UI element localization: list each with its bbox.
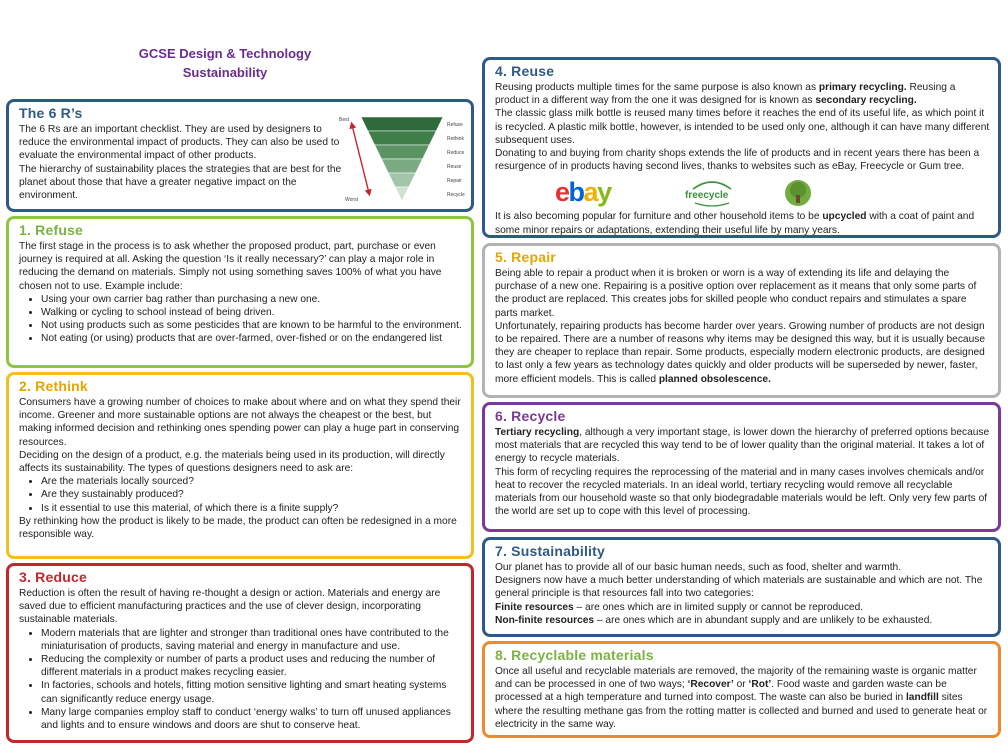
recycle-paragraph-2: This form of recycling requires the reprocessing of the material and in many cases involves chemicals and/or heat to recover the recycled materials. In an ideal world, tertiary recycling would remove all recyclable materials from our household waste so that only biodegradable materials would be left. Only very few parts of the world are set up to cope with this level of processing.: [495, 466, 988, 518]
reuse-paragraph-2: The classic glass milk bottle is reused many times before it reaches the end of its useful life, as which point it is recycled. A plastic milk bottle, however, is intended to be used only one, although it can have many different subsequent uses.: [495, 108, 990, 146]
freecycle-logo: [685, 179, 739, 207]
list-item: • Modern materials that are lighter and stronger than traditional ones have contributed to the miniaturisation of products, saving material and energy in manufacture and use.: [41, 627, 463, 653]
list-item: • Using your own carrier bag rather than purchasing a new one.: [41, 293, 463, 306]
refuse-box: [6, 216, 474, 368]
pyramid-label-reduce: Reduce: [447, 150, 465, 156]
sustainability-paragraph-2: Designers now have a much better understanding of which materials are sustainable and which are not. The general principle is that resources fall into two categories:: [495, 575, 983, 600]
rethink-box: [6, 372, 474, 559]
ebay-logo: ebay: [555, 177, 611, 208]
sustainability-box: [482, 537, 1001, 637]
reduce-paragraph: Reduction is often the result of having re-thought a design or action. Materials and energy are saved due to efficient manufacturing practices and the use of clever design, incorporating sustainable materials.: [19, 588, 441, 626]
six-rs-paragraph-2: The hierarchy of sustainability places the strategies that are best for the planet about those that have a greater negative impact on the environment.: [19, 163, 342, 202]
pyramid-level-reuse: [382, 159, 423, 173]
rethink-paragraph-1: Consumers have a growing number of choices to make about where and on what they spend their income. Greener and more sustainable options are not always the cheapest or the best, but making informed decision and rethinking ones spending power can play a huge part in conserving resources.: [19, 397, 461, 448]
recycle-paragraph-1: Tertiary recycling, although a very important stage, is lower down the hierarchy of preferred options because most materials that are recycled this way tend to be of lower quality than the original material. It takes a lot of energy to recycle materials.: [495, 427, 990, 465]
pyramid-level-repair: [388, 173, 415, 187]
rethink-paragraph-3: By rethinking how the product is likely to be made, the product can often be redesigned in a more responsible way.: [19, 515, 457, 541]
sustainability-paragraph-1: Our planet has to provide all of our basic human needs, such as food, shelter and warmth.: [495, 562, 902, 573]
rethink-heading: 2. Rethink: [19, 378, 88, 394]
gumtree-logo: [783, 178, 813, 208]
list-item: • Many large companies employ staff to conduct ‘energy walks’ to turn off unused appliances and lights and to ensure windows and doors are shut to conserve heat.: [41, 706, 463, 732]
pyramid-label-reuse: Reuse: [447, 164, 462, 170]
six-rs-heading: The 6 R’s: [19, 105, 83, 121]
recyclable-materials-box: [482, 641, 1001, 738]
title-line-1: GCSE Design & Technology: [138, 46, 312, 61]
reuse-paragraph-4: It is also becoming popular for furniture and other household items to be upcycled with a coat of paint and some minor repairs or adaptations, extending their useful life by many years.: [495, 211, 975, 236]
refuse-paragraph: The first stage in the process is to ask whether the proposed product, part, purchase or even journey is required at all. Asking the question ‘Is it really necessary?’ can play a major role in reducing the demand on materials. Simply not using something saves 100% of what you have chosen not to use. Example include:: [19, 241, 442, 292]
list-item: • Are they sustainably produced?: [41, 488, 463, 501]
reuse-heading: 4. Reuse: [495, 63, 555, 79]
list-item: • Is it essential to use this material, of which there is a finite supply?: [41, 502, 463, 515]
reuse-paragraph-1: Reusing products multiple times for the same purpose is also known as primary recycling. Reusing a product in a different way from the one it was designed for is known as secondary recycling.: [495, 82, 956, 107]
non-finite-resources-line: Non-finite resources – are ones which are in abundant supply and are unlikely to be exhausted.: [495, 614, 933, 626]
list-item: • In factories, schools and hotels, fitting motion sensitive lighting and smart heating systems can significantly reduce energy usage.: [41, 679, 463, 705]
finite-resources-line: Finite resources – are ones which are in limited supply or cannot be reproduced.: [495, 601, 864, 613]
pyramid-level-reduce: [375, 145, 430, 159]
list-item: • Not eating (or using) products that are over-farmed, over-fished or on the endangered list: [41, 332, 463, 345]
pyramid-label-recycle: Recycle: [447, 192, 465, 198]
reuse-paragraph-3: Donating to and buying from charity shops extends the life of products and in recent years there has been a resurgence of in products having second lives, thanks to websites such as eBay, Freecycle or Gum tree.: [495, 148, 980, 173]
pyramid-level-refuse: [361, 117, 443, 131]
rethink-list: [19, 475, 463, 515]
reduce-heading: 3. Reduce: [19, 569, 87, 585]
reuse-box: [482, 57, 1001, 238]
refuse-list: [19, 293, 463, 346]
six-rs-paragraph-1: The 6 Rs are an important checklist. They are used by designers to reduce the environmental impact of products. They can also be used to evaluate the environmental impact of other products.: [19, 124, 340, 162]
pyramid-label-refuse: Refuse: [447, 122, 463, 128]
six-rs-box: [6, 99, 474, 212]
hierarchy-pyramid: [339, 109, 474, 209]
list-item: • Are the materials locally sourced?: [41, 475, 463, 488]
pyramid-level-recycle: [395, 187, 409, 201]
refuse-heading: 1. Refuse: [19, 222, 84, 238]
website-logos: [495, 175, 990, 209]
repair-box: [482, 243, 1001, 398]
sustainability-heading: 7. Sustainability: [495, 543, 605, 559]
recycle-heading: 6. Recycle: [495, 408, 566, 424]
reduce-list: [19, 627, 463, 733]
document-title: [110, 44, 340, 82]
recycle-box: [482, 402, 1001, 532]
rethink-paragraph-2: Deciding on the design of a product, e.g. the materials being used in its production, will directly affects its sustainability. The types of questions designers need to ask are:: [19, 449, 445, 475]
repair-heading: 5. Repair: [495, 249, 556, 265]
recyclable-paragraph: Once all useful and recyclable materials are removed, the majority of the remaining waste is organic matter and can be processed in one of two ways; ‘Recover’ or ‘Rot’. Food waste and garden waste can be processed at a high temperature and turned into compost. The waste can also be buried in landfill sites where the resulting methane gas from the rotting matter is collected and burned and used to generate heat or electricity in the same way.: [495, 666, 988, 730]
pyramid-label-rethink: Rethink: [447, 136, 464, 142]
recyclable-heading: 8. Recyclable materials: [495, 647, 654, 663]
pyramid-best-label: Best: [339, 117, 350, 123]
pyramid-arrow: [352, 125, 369, 193]
pyramid-label-repair: Repair: [447, 178, 462, 184]
reduce-box: [6, 563, 474, 743]
title-line-2: Sustainability: [182, 65, 268, 80]
list-item: • Not using products such as some pesticides that are known to be harmful to the environment.: [41, 319, 463, 332]
pyramid-level-rethink: [368, 131, 436, 145]
list-item: • Reducing the complexity or number of parts a product uses and reducing the number of different materials in a product makes recycling easier.: [41, 653, 463, 679]
repair-paragraph-2: Unfortunately, repairing products has become harder over years. Growing number of products are not design to be repaired. There are a number of reasons why items may be designed this way, but it is usually because they are cheaper to replace than repair. Some products, especially modern electronic products, are designed to last only a few years as technology dates quickly and older products will be superseded by newer, faster, more efficient models. This is called planned obsolescence.: [495, 320, 986, 385]
pyramid-worst-label: Worst: [345, 197, 358, 203]
repair-paragraph-1: Being able to repair a product when it is broken or worn is a way of extending its life and delaying the purchase of a new one. Repairing is a positive option over replacement as it means that only some parts of the product are replaced. This creates jobs for skilled people who conduct repairs and stimulates a spare parts market.: [495, 268, 977, 319]
list-item: • Walking or cycling to school instead of being driven.: [41, 306, 463, 319]
freecycle-wordmark: freecycle: [685, 190, 729, 202]
